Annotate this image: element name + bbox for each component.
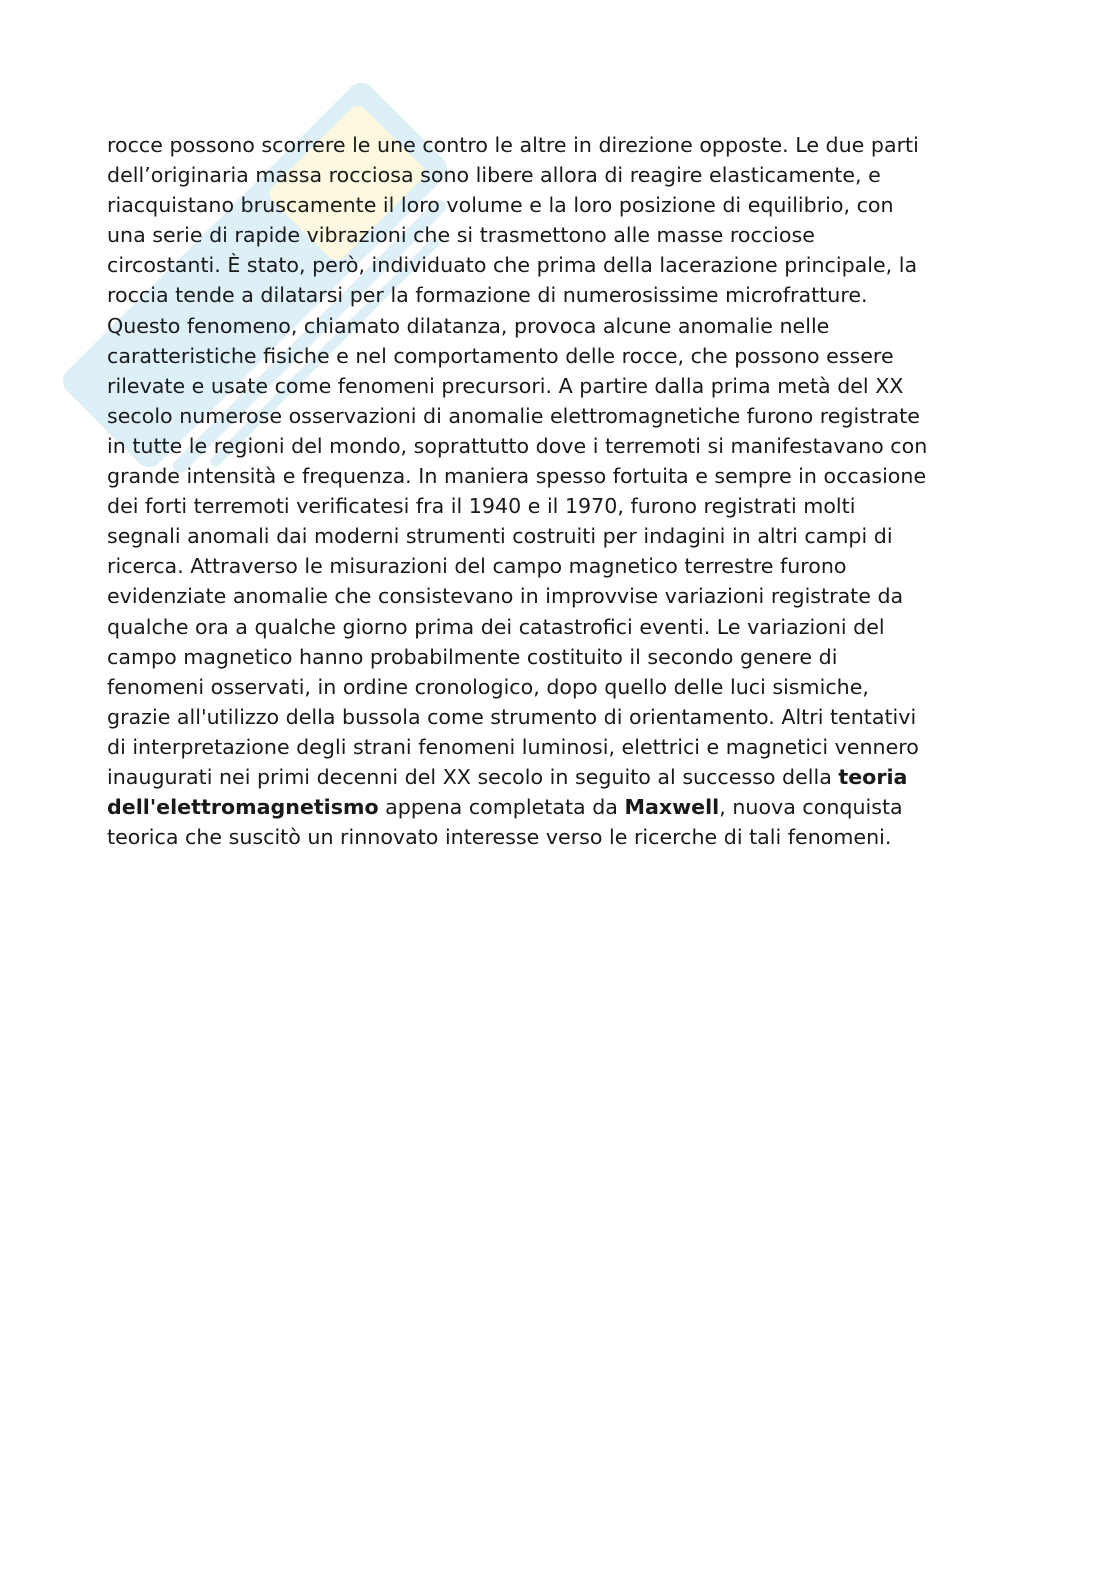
text-segment: inaugurati nei primi decenni del XX secolo in seguito al successo della [107,764,839,789]
body-paragraph [107,130,1012,852]
text-line [107,371,1012,401]
text-line [107,461,1012,491]
text-line [107,672,1012,702]
text-segment: evidenziate anomalie che consistevano in improvvise variazioni registrate da [107,584,904,609]
text-segment: campo magnetico hanno probabilmente costituito il secondo genere di [107,644,838,669]
text-line [107,792,1012,822]
text-segment: grazie all'utilizzo della bussola come strumento di orientamento. Altri tentativi [107,704,917,729]
text-segment: segnali anomali dai moderni strumenti costruiti per indagini in altri campi di [107,524,893,549]
text-line [107,762,1012,792]
text-segment: rilevate e usate come fenomeni precursori. A partire dalla prima metà del XX [107,373,904,398]
text-segment: roccia tende a dilatarsi per la formazione di numerosissime microfratture. [107,283,868,308]
text-segment: in tutte le regioni del mondo, soprattutto dove i terremoti si manifestavano con [107,433,928,458]
text-line [107,612,1012,642]
text-segment: caratteristiche fisiche e nel comportamento delle rocce, che possono essere [107,343,894,368]
text-segment: una serie di rapide vibrazioni che si trasmettono alle masse rocciose [107,223,815,248]
text-line [107,642,1012,672]
text-line [107,732,1012,762]
text-segment: circostanti. È stato, però, individuato che prima della lacerazione principale, la [107,253,918,278]
bold-term: teoria [838,764,908,789]
text-segment: di interpretazione degli strani fenomeni luminosi, elettrici e magnetici vennero [107,734,919,759]
text-line [107,521,1012,551]
text-segment: teorica che suscitò un rinnovato interesse verso le ricerche di tali fenomeni. [107,825,892,850]
text-segment: riacquistano bruscamente il loro volume e la loro posizione di equilibrio, con [107,193,894,218]
text-segment: Questo fenomeno, chiamato dilatanza, provoca alcune anomalie nelle [107,313,830,338]
text-line [107,581,1012,611]
bold-term: dell'elettromagnetismo [107,795,379,820]
text-line [107,702,1012,732]
text-line [107,280,1012,310]
text-segment: qualche ora a qualche giorno prima dei catastrofici eventi. Le variazioni del [107,614,885,639]
text-segment: secolo numerose osservazioni di anomalie elettromagnetiche furono registrate [107,403,920,428]
text-segment: ricerca. Attraverso le misurazioni del campo magnetico terrestre furono [107,554,847,579]
text-segment: dei forti terremoti verificatesi fra il 1940 e il 1970, furono registrati molti [107,494,856,519]
text-line [107,431,1012,461]
text-line [107,220,1012,250]
text-line [107,250,1012,280]
text-segment: grande intensità e frequenza. In maniera spesso fortuita e sempre in occasione [107,464,927,489]
text-segment: , nuova conquista [719,795,903,820]
text-line [107,822,1012,852]
bold-term: Maxwell [624,795,720,820]
text-line [107,401,1012,431]
text-segment: dell’originaria massa rocciosa sono libere allora di reagire elasticamente, e [107,163,881,188]
text-line [107,341,1012,371]
text-line [107,160,1012,190]
text-segment: fenomeni osservati, in ordine cronologico, dopo quello delle luci sismiche, [107,674,869,699]
text-line [107,130,1012,160]
text-line [107,551,1012,581]
text-segment: rocce possono scorrere le une contro le altre in direzione opposte. Le due parti [107,133,919,157]
text-line [107,311,1012,341]
text-line [107,491,1012,521]
text-segment: appena completata da [378,795,625,820]
text-line [107,190,1012,220]
